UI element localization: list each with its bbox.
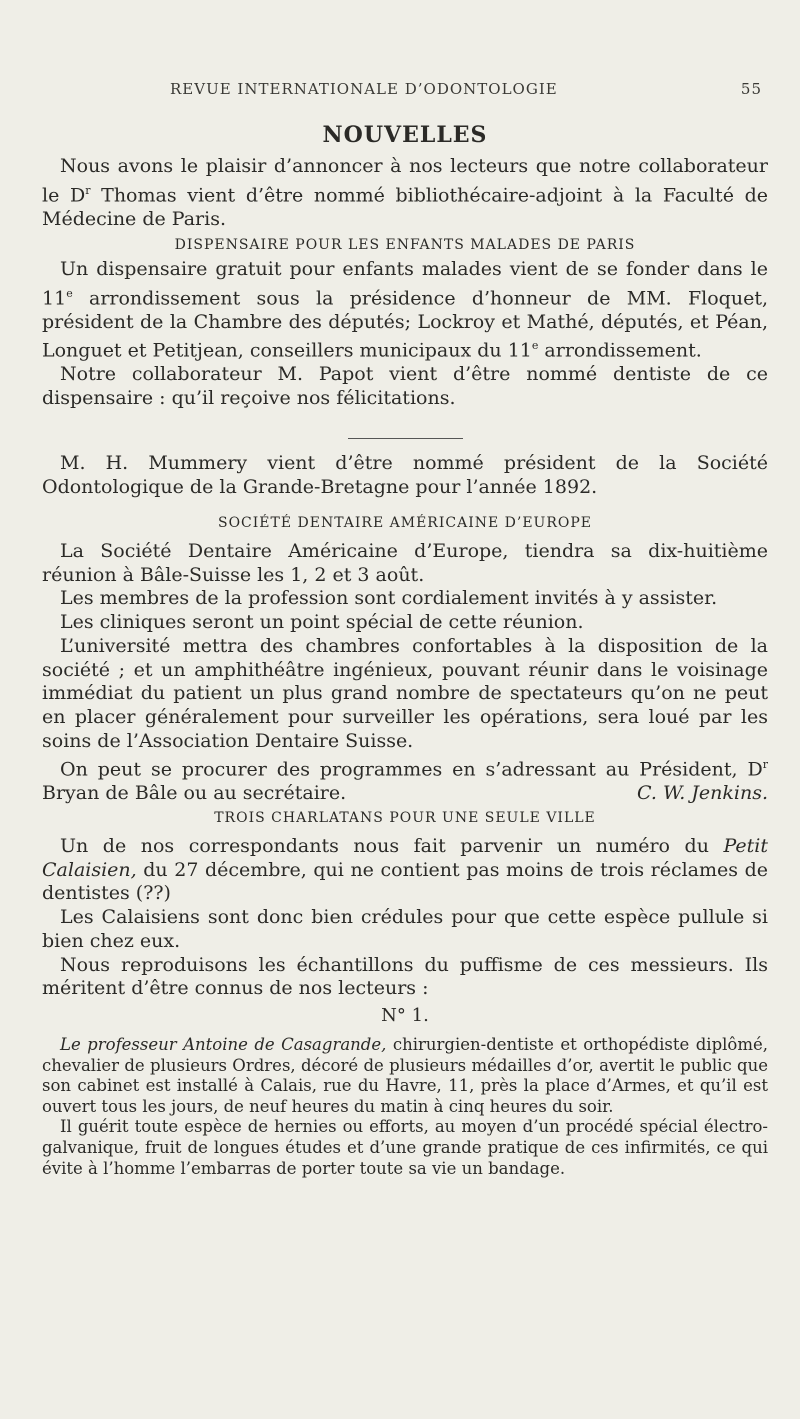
subheading-dispensaire: DISPENSAIRE POUR LES ENFANTS MALADES DE PARIS — [174, 237, 636, 253]
text-run: chirurgien-dentiste et orthopédiste diplômé, chevalier de plusieurs Ordres, décoré de plusieurs médailles d’or, avertit le public que son cabinet est installé à Calais, rue du Havre, 11, près la place d’Armes, et qu’il est ouvert tous les jours, de neuf heures du matin à cinq heures du soir. — [42, 1035, 769, 1116]
superscript: r — [762, 758, 768, 772]
superscript: e — [531, 339, 539, 353]
running-header — [170, 80, 762, 98]
paragraph — [42, 1035, 768, 1117]
divider-rule — [348, 438, 463, 439]
paragraph: Les cliniques seront un point spécial de cette réunion. — [60, 611, 584, 634]
text-run: Un dispensaire gratuit pour enfants malades vient de se fonder dans le 11 — [42, 258, 768, 310]
newspaper-title: Petit Calaisien, — [42, 835, 768, 881]
subheading-societe: SOCIÉTÉ DENTAIRE AMÉRICAINE D’EUROPE — [217, 515, 593, 531]
paragraph: Les membres de la profession sont cordialement invités à y assister. — [60, 587, 718, 610]
text-run: arrondissement sous la présidence d’honneur de MM. Floquet, président de la Chambre des députés; Lockroy et Mathé, députés, et Péan, Longuet et Petitjean, conseillers municipaux du 11 — [42, 287, 768, 362]
societe-block — [42, 540, 768, 806]
text-run: Un de nos correspondants nous fait parvenir un numéro du — [60, 835, 724, 857]
paragraph: Les Calaisiens sont donc bien crédules pour que cette espèce pullule si bien chez eux. — [42, 906, 768, 952]
section-title: NOUVELLES — [322, 122, 488, 148]
paragraph: L’université mettra des chambres confortables à la disposition de la société ; et un amphithéâtre ingénieux, pouvant réunir dans le voisinage immédiat du patient un plus grand nombre de spectateurs qu’on ne peut en placer généralement pour surveiller les opérations, sera loué par les soins de l’Association Dentaire Suisse. — [42, 634, 768, 752]
paragraph: Notre collaborateur M. Papot vient d’être nommé dentiste de ce dispensaire : qu’il reçoive nos félicitations. — [42, 363, 768, 410]
page-number: 55 — [740, 80, 762, 98]
paragraph — [42, 155, 768, 231]
text-run: Nous avons le plaisir d’annoncer à nos lecteurs que notre collaborateur le D — [42, 155, 768, 207]
paragraph: M. H. Mummery vient d’être nommé président de la Société Odontologique de la Grande-Bretagne pour l’année 1892. — [42, 452, 768, 498]
paragraph: La Société Dentaire Américaine d’Europe, tiendra sa dix-huitième réunion à Bâle-Suisse les 1, 2 et 3 août. — [42, 540, 768, 586]
paragraph: Il guérit toute espèce de hernies ou efforts, au moyen d’un procédé spécial électro-galvanique, fruit de longues études et d’une grande pratique de ces infirmités, ce qui évite à l’homme l’embarras de porter toute sa vie un bandage. — [42, 1117, 768, 1178]
dispensaire-block — [42, 258, 768, 411]
superscript: r — [85, 183, 91, 197]
journal-title: REVUE INTERNATIONALE D’ODONTOLOGIE — [170, 80, 558, 98]
text-run: Thomas vient d’être nommé bibliothécaire-adjoint à la Faculté de Médecine de Paris. — [42, 184, 769, 230]
text-run: On peut se procurer des programmes en s’adressant au Président, D — [60, 758, 763, 781]
advert-number: N° 1. — [381, 1005, 429, 1026]
paragraph — [42, 753, 768, 806]
signature: C. W. Jenkins. — [637, 782, 768, 805]
nouvelles-block — [42, 155, 768, 231]
text-run: Bryan de Bâle ou au secrétaire. — [42, 782, 347, 805]
paragraph — [42, 835, 768, 906]
text-run: arrondissement. — [538, 339, 702, 362]
text-run: du 27 décembre, qui ne contient pas moins de trois réclames de dentistes (??) — [42, 858, 768, 905]
advert-quote — [42, 1035, 768, 1179]
subheading-charlatans: TROIS CHARLATANS POUR UNE SEULE VILLE — [214, 810, 596, 826]
paragraph — [42, 258, 768, 363]
paragraph: Nous reproduisons les échantillons du puffisme de ces messieurs. Ils méritent d’être connus de nos lecteurs : — [42, 953, 768, 1000]
separator-block — [42, 438, 768, 439]
superscript: e — [66, 286, 73, 300]
mummery-block — [42, 452, 768, 499]
charlatans-block — [42, 835, 768, 1001]
advertiser-name: Le professeur Antoine de Casagrande, — [60, 1035, 387, 1054]
